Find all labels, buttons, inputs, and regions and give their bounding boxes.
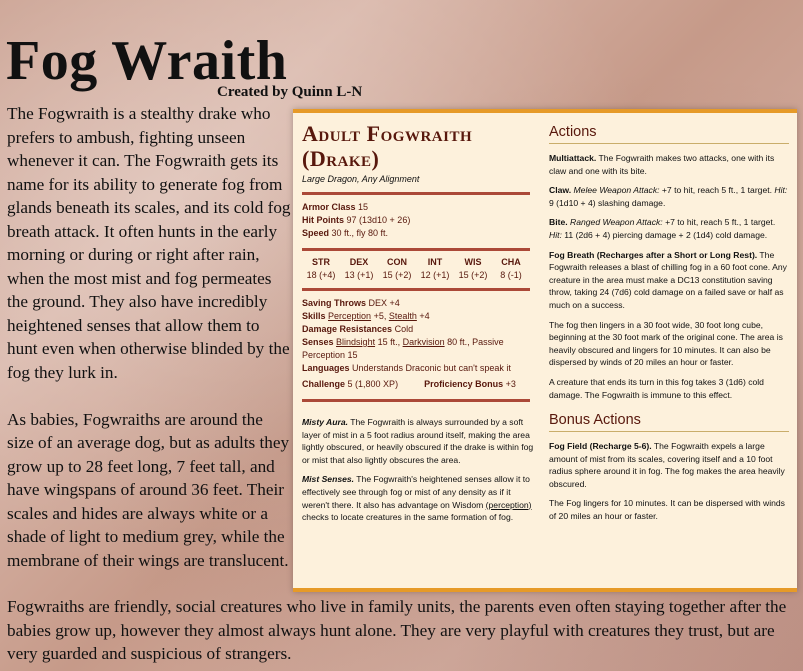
monster-type: Large Dragon, Any Alignment: [302, 174, 420, 184]
trait-misty-aura: Misty Aura. The Fogwraith is always surrounded by a soft layer of mist in a 5 foot radius around itself, making the area lightly obscured, or heavily obscured if the drake is within fog or mist that also lightly obscures the area.: [302, 417, 534, 465]
speed: Speed 30 ft., fly 80 ft.: [302, 228, 389, 238]
intro-text: [7, 102, 291, 572]
stat-block-left-column: [302, 113, 534, 531]
ability-str: STR 18 (+4): [306, 257, 336, 280]
ability-dex: DEX 13 (+1): [344, 257, 374, 280]
divider: [302, 248, 530, 251]
monster-name: [302, 121, 534, 171]
stat-block: [293, 109, 797, 592]
skills: Skills Perception +5, Stealth +4: [302, 311, 430, 321]
ability-con: CON 15 (+2): [382, 257, 412, 280]
senses: Senses Blindsight 15 ft., Darkvision 80 ft., Passive Perception 15: [302, 337, 504, 360]
ability-wis: WIS 15 (+2): [458, 257, 488, 280]
intro-paragraph: As babies, Fogwraiths are around the size of an average dog, but as adults they grow up to 28 feet long, 7 feet tall, and have wingspans of around 36 feet. Their scales and hides are always white or a shade of light to medium grey, while the membrane of their wings are translucent.: [7, 409, 290, 570]
bonus-actions-heading: Bonus Actions: [549, 412, 789, 432]
monster-name-line: (Drake): [302, 146, 380, 171]
action-bite: Bite. Ranged Weapon Attack: +7 to hit, reach 5 ft., 1 target. Hit: 11 (2d6 + 4) piercing damage + 2 (1d4) cold damage.: [549, 217, 776, 240]
challenge: Challenge 5 (1,800 XP) Proficiency Bonus +3: [302, 379, 516, 389]
stat-block-right-column: [549, 113, 789, 530]
action-fog-breath-detail: A creature that ends its turn in this fog takes 3 (1d6) cold damage. The Fogwraith is immune to this effect.: [549, 376, 764, 400]
intro-paragraph: The Fogwraith is a stealthy drake who prefers to ambush, fighting unseen whenever it can. The Fogwraith gets its name for its ability to generate fog from glands beneath its scales, and its cold fog breath attack. It often hunts in the early morning or during or right after rain, when the most mist and fog permeates the ground. They also have incredibly heightened senses that allow them to hunt even when otherwise blinded by the fog they lurk in.: [7, 104, 291, 382]
action-multiattack: Multiattack. The Fogwraith makes two attacks, one with its claw and one with its bite.: [549, 153, 775, 176]
monster-name-line: Adult Fogwraith: [302, 121, 473, 146]
bonus-fog-field: Fog Field (Recharge 5-6). The Fogwraith expels a large amount of mist from its scales, covering itself and a 10 foot radius sphere around it in fog. The fog makes the area heavily obscured.: [549, 441, 785, 489]
armor-class: Armor Class 15: [302, 202, 369, 212]
damage-resistances: Damage Resistances Cold: [302, 324, 414, 334]
ability-cha: CHA 8 (-1): [500, 257, 522, 280]
saving-throws: Saving Throws DEX +4: [302, 298, 400, 308]
hit-points: Hit Points 97 (13d10 + 26): [302, 215, 411, 225]
action-claw: Claw. Melee Weapon Attack: +7 to hit, reach 5 ft., 1 target. Hit: 9 (1d10 + 4) slashing damage.: [549, 185, 788, 208]
closing-paragraph: Fogwraiths are friendly, social creatures who live in family units, the parents even often staying together after the babies grow up, however they almost always hunt alone. They are very playful with creatures they trust, but are very guarded and suspicious of strangers.: [7, 597, 787, 663]
divider: [302, 399, 530, 402]
action-fog-breath-detail: The fog then lingers in a 30 foot wide, 30 foot long cube, beginning at the 30 foot mark of the original cone. The area is heavily obscured and lingers for 10 minutes. It can also be dispersed by winds of 20 miles an hour or faster.: [549, 319, 783, 368]
author-credit: Created by Quinn L-N: [217, 84, 363, 100]
languages: Languages Understands Draconic but can't speak it: [302, 363, 511, 373]
page-title: Fog Wraith: [6, 30, 288, 92]
actions-heading: Actions: [549, 124, 789, 144]
divider: [302, 288, 530, 291]
divider: [302, 192, 530, 195]
bonus-fog-field-detail: The Fog lingers for 10 minutes. It can be dispersed with winds of 20 miles an hour or faster.: [549, 498, 785, 522]
trait-mist-senses: Mist Senses. The Fogwraith's heightened senses allow it to effectively see through fog or mist of any density as if it weren't there. It also has advantage on Wisdom (perception) checks to locate creatures in the same formation of fog.: [302, 474, 532, 523]
ability-int: INT 12 (+1): [420, 257, 450, 280]
ability-scores: [302, 257, 530, 280]
action-fog-breath: Fog Breath (Recharges after a Short or Long Rest). The Fogwraith releases a blast of chilling fog in a 60 foot cone. Any creature in the area must make a DC13 constitution saving throw, taking 24 (7d6) cold damage on a failed save or half as much on a success.: [549, 249, 787, 310]
